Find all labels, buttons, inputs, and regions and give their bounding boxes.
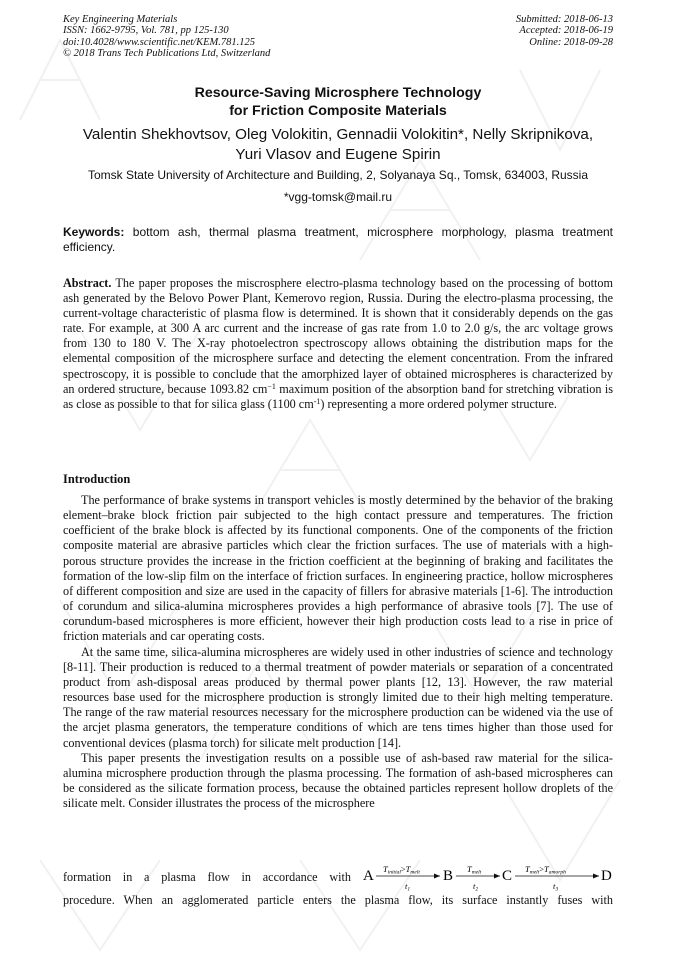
abstract-label: Abstract. bbox=[63, 276, 112, 290]
submitted-date: Submitted: 2018-06-13 bbox=[515, 14, 613, 25]
subscript: 1 bbox=[407, 886, 411, 893]
issn-line: ISSN: 1662-9795, Vol. 781, pp 125-130 bbox=[63, 25, 229, 37]
keywords bbox=[63, 225, 613, 255]
time-symbol: t bbox=[405, 881, 408, 891]
copyright-line: © 2018 Trans Tech Publications Ltd, Switzerland bbox=[63, 47, 271, 59]
equation-lead-text: formation in a plasma flow in accordance with bbox=[63, 870, 351, 884]
arrowhead-icon bbox=[434, 874, 440, 879]
state-b: B bbox=[443, 868, 454, 884]
subscript: 2 bbox=[475, 886, 479, 893]
journal-header bbox=[63, 14, 613, 59]
svg-text:t2 bbox=[473, 881, 478, 893]
time-symbol: t bbox=[473, 881, 476, 891]
arrowhead-icon bbox=[593, 874, 599, 879]
time-symbol: t bbox=[553, 881, 556, 891]
paragraph: This paper presents the investigation results on a possible use of ash-based raw material for the silica-alumina microsphere production through the plasma processing. The formation of ash-based microspheres can be considered as the silicate formation process, because the obtained particles represent hollow droplets of the silicate melt. Consider illustrates the process of the microsphere bbox=[63, 750, 613, 811]
state-a: A bbox=[363, 868, 374, 884]
svg-text:Tinitial>Tmelt bbox=[383, 864, 420, 876]
superscript: -1 bbox=[313, 396, 321, 406]
subscript: initial bbox=[387, 869, 401, 876]
abstract-text: maximum position of the absorption band for stretching vibration is as close as possible to that for silica glass (1100 cm bbox=[63, 381, 613, 411]
svg-text:Tmelt bbox=[467, 864, 482, 876]
subscript: melt bbox=[529, 869, 540, 876]
subscript: melt bbox=[471, 869, 482, 876]
paragraph: At the same time, silica-alumina microspheres are widely used in other industries of science and technology [8-11]. Their production is reduced to a thermal treatment of powder materials or separation of a concentrated product from ash-disposal areas produced by thermal power plants [12, 13]. However, the raw material resources base used for the microsphere production is strongly limited due to their high melting temperature. The range of the raw material resources necessary for the microsphere production can be widened via the use of the arcjet plasma generators, the temperature conditions of which are tens times higher than those used for conventional devices (plasma torch) for silicate melt production [14]. bbox=[63, 644, 613, 750]
subscript: 3 bbox=[555, 886, 559, 893]
author-list bbox=[63, 125, 613, 165]
authors-line: Yuri Vlasov and Eugene Spirin bbox=[235, 146, 441, 163]
section-heading: Introduction bbox=[63, 472, 131, 486]
paper-title bbox=[63, 84, 613, 120]
svg-text:t3 bbox=[553, 881, 558, 893]
title-line: Resource-Saving Microsphere Technology bbox=[194, 85, 482, 101]
subscript: amorph bbox=[548, 869, 566, 876]
process-equation bbox=[363, 861, 613, 891]
abstract bbox=[63, 276, 613, 412]
online-date: Online: 2018-09-28 bbox=[529, 36, 613, 48]
equation-line bbox=[63, 861, 613, 891]
affiliation: Tomsk State University of Architecture and Building, 2, Solyanaya Sq., Tomsk, 634003, Russia bbox=[87, 168, 589, 182]
introduction-body bbox=[63, 493, 613, 811]
superscript: −1 bbox=[267, 381, 276, 391]
subscript: melt bbox=[410, 869, 420, 876]
greater-than: > bbox=[539, 864, 545, 874]
corresponding-email: *vgg-tomsk@mail.ru bbox=[283, 190, 393, 204]
keywords-label: Keywords: bbox=[63, 225, 125, 239]
paragraph: The performance of brake systems in transport vehicles is mostly determined by the behavior of the braking element–brake block friction pair subjected to the high contact pressure and temperatures. The friction coefficient of the brake block is affected by its functional components. One of the components of the friction composite material are abrasive particles which clear the friction surfaces. The use of materials with a high-porous structure provides the increase in the friction coefficient at the beginning of braking and facilitates the formation of the low-slip film on the interface of friction surfaces. In engineering practice, hollow microspheres of different composition and size are used in the capacity of fillers for abrasive materials [1-6]. The introduction of corundum and silica-alumina microspheres provides a high performance of abrasive tools [7]. The use of corundum-based microspheres is more efficient, however their high production costs lead to a rise in price of friction materials and car operating costs. bbox=[63, 493, 613, 644]
temperature-symbol: T bbox=[383, 864, 388, 874]
svg-text:t1 bbox=[405, 881, 410, 893]
accepted-date: Accepted: 2018-06-19 bbox=[519, 25, 613, 37]
keywords-text: bottom ash, thermal plasma treatment, microsphere morphology, plasma treatment efficiency. bbox=[63, 225, 613, 254]
journal-name: Key Engineering Materials bbox=[63, 14, 178, 25]
temperature-symbol: T bbox=[525, 864, 530, 874]
doi-line: doi:10.4028/www.scientific.net/KEM.781.125 bbox=[63, 36, 255, 48]
authors-line: Valentin Shekhovtsov, Oleg Volokitin, Gennadii Volokitin*, Nelly Skripnikova, bbox=[82, 126, 594, 143]
title-line: for Friction Composite Materials bbox=[229, 103, 447, 119]
temperature-symbol: T bbox=[544, 864, 549, 874]
temperature-symbol: T bbox=[467, 864, 472, 874]
submission-dates bbox=[516, 14, 613, 48]
journal-info bbox=[63, 14, 270, 59]
arrowhead-icon bbox=[494, 874, 500, 879]
abstract-text: ) representing a more ordered polymer structure. bbox=[320, 396, 557, 411]
svg-text:Tmelt>Tamorph bbox=[525, 864, 566, 876]
abstract-text: The paper proposes the miscrosphere electro-plasma technology based on the processing of bottom ash generated by the Belovo Power Plant, Kemerovo region, Russia. During the electro-plasma processing, the current-voltage characteristic of plasma flow is determined. It is shown that it considerably depends on the gas rate. For example, at 300 A arc current and the increase of gas rate from 1.0 to 2.0 g/s, the arc voltage grows from 130 to 180 V. The X-ray photoelectron spectroscopy allows obtaining the distribution maps for the elemental composition of the microsphere surface and detecting the element concentration. From the infrared spectroscopy, it is possible to conclude that the amorphized layer of obtained microspheres is characterized by an ordered structure, because 1093.82 cm bbox=[63, 276, 613, 396]
greater-than: > bbox=[400, 864, 406, 874]
continuation-line: procedure. When an agglomerated particle enters the plasma flow, its surface instantly fuses with bbox=[63, 893, 613, 907]
temperature-symbol: T bbox=[405, 864, 411, 874]
state-c: C bbox=[502, 868, 513, 884]
state-d: D bbox=[601, 868, 612, 884]
